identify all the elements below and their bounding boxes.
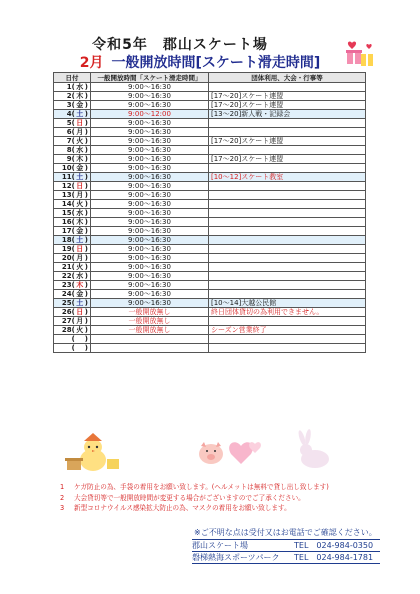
- date-cell: 3( 金 ): [54, 101, 91, 110]
- table-row: [54, 146, 366, 155]
- weekday-label: 土: [76, 173, 84, 181]
- note-item: [60, 493, 400, 504]
- table-row: [54, 245, 366, 254]
- table-row: [54, 182, 366, 191]
- open-hours-cell: 9:00～16:30: [91, 83, 209, 92]
- note-text: ケガ防止の為、手袋の着用をお願い致します。(ヘルメットは無料で貸し出し致します): [74, 483, 329, 491]
- date-cell: 23( 木 ): [54, 281, 91, 290]
- table-row: [54, 83, 366, 92]
- event-cell: [209, 209, 366, 218]
- table-row: [54, 137, 366, 146]
- event-cell: [209, 191, 366, 200]
- event-cell: [209, 281, 366, 290]
- date-cell: 2( 木 ): [54, 92, 91, 101]
- table-row: [54, 101, 366, 110]
- note-item: [60, 503, 400, 514]
- weekday-label: 金: [76, 101, 84, 109]
- day-number: 18: [61, 236, 72, 244]
- open-hours-cell: 9:00～16:30: [91, 218, 209, 227]
- event-cell: [209, 128, 366, 137]
- open-hours-cell: 9:00～16:30: [91, 164, 209, 173]
- open-hours-cell: 9:00～16:30: [91, 236, 209, 245]
- day-number: 23: [61, 281, 72, 289]
- open-hours-cell: 9:00～16:30: [91, 200, 209, 209]
- weekday-label: 火: [76, 326, 84, 334]
- day-number: 21: [61, 263, 72, 271]
- contact-block: [192, 527, 380, 564]
- open-hours-cell: 9:00～16:30: [91, 182, 209, 191]
- table-row: [54, 191, 366, 200]
- table-row: [54, 128, 366, 137]
- table-row: [54, 344, 366, 353]
- date-cell: ( ): [54, 344, 91, 353]
- date-cell: 22( 水 ): [54, 272, 91, 281]
- event-cell: シーズン営業終了: [209, 326, 366, 335]
- open-hours-cell: 9:00～16:30: [91, 101, 209, 110]
- day-number: 12: [61, 182, 72, 190]
- day-number: 2: [66, 92, 72, 100]
- day-number: 27: [61, 317, 72, 325]
- table-row: [54, 200, 366, 209]
- event-cell: [209, 200, 366, 209]
- table-row: [54, 209, 366, 218]
- date-cell: ( ): [54, 335, 91, 344]
- open-hours-cell: 9:00～16:30: [91, 227, 209, 236]
- open-hours-cell: 9:00～16:30: [91, 209, 209, 218]
- event-cell: [209, 254, 366, 263]
- page-title: 令和5年 郡山スケート場: [92, 37, 268, 53]
- date-cell: 15( 水 ): [54, 209, 91, 218]
- schedule-table: [53, 72, 366, 353]
- open-hours-cell: 9:00～16:30: [91, 263, 209, 272]
- weekday-label: 金: [76, 164, 84, 172]
- day-number: 24: [61, 290, 72, 298]
- table-row: [54, 335, 366, 344]
- day-number: 13: [61, 191, 72, 199]
- open-hours-cell: 9:00～16:30: [91, 137, 209, 146]
- event-cell: [209, 263, 366, 272]
- open-hours-cell: 9:00～16:30: [91, 119, 209, 128]
- day-number: 6: [66, 128, 72, 136]
- open-hours-cell: 一般開放無し: [91, 326, 209, 335]
- open-hours-cell: 9:00～16:30: [91, 155, 209, 164]
- weekday-label: 水: [76, 272, 84, 280]
- date-cell: 19( 日 ): [54, 245, 91, 254]
- event-cell: [209, 119, 366, 128]
- month-label: 2月: [79, 55, 104, 71]
- weekday-label: 月: [76, 191, 84, 199]
- table-header-row: [54, 73, 366, 83]
- weekday-label: 土: [76, 110, 84, 118]
- note-item: [60, 482, 400, 493]
- date-cell: 24( 金 ): [54, 290, 91, 299]
- event-cell: [209, 335, 366, 344]
- date-cell: 9( 木 ): [54, 155, 91, 164]
- open-hours-cell: 9:00～16:30: [91, 272, 209, 281]
- table-row: [54, 281, 366, 290]
- weekday-label: 木: [76, 281, 84, 289]
- day-number: 16: [61, 218, 72, 226]
- table-row: [54, 308, 366, 317]
- day-number: 3: [66, 101, 72, 109]
- date-cell: 18( 土 ): [54, 236, 91, 245]
- table-row: [54, 326, 366, 335]
- day-number: 10: [61, 164, 72, 172]
- day-number: 7: [66, 137, 72, 145]
- date-cell: 10( 金 ): [54, 164, 91, 173]
- table-row: [54, 299, 366, 308]
- date-cell: 1( 水 ): [54, 83, 91, 92]
- date-cell: 20( 月 ): [54, 254, 91, 263]
- open-hours-cell: 9:00～12:00: [91, 110, 209, 119]
- weekday-label: 火: [76, 263, 84, 271]
- weekday-label: 金: [76, 227, 84, 235]
- subtitle-text: 一般開放時間[スケート滑走時間]: [111, 55, 321, 71]
- contact-phone: TEL 024-984-1781: [294, 553, 374, 562]
- table-row: [54, 155, 366, 164]
- open-hours-cell: [91, 344, 209, 353]
- weekday-label: 日: [76, 182, 84, 190]
- event-cell: [209, 182, 366, 191]
- date-cell: 16( 木 ): [54, 218, 91, 227]
- note-text: 新型コロナウイルス感染拡大防止の為、マスクの着用をお願い致します。: [74, 504, 291, 512]
- open-hours-cell: 9:00～16:30: [91, 173, 209, 182]
- weekday-label: 木: [76, 218, 84, 226]
- open-hours-cell: 一般開放無し: [91, 308, 209, 317]
- contact-phone: TEL 024-984-0350: [294, 541, 374, 550]
- chick-illustration: [65, 433, 119, 471]
- day-number: 9: [66, 155, 72, 163]
- open-hours-cell: 一般開放無し: [91, 317, 209, 326]
- date-cell: 26( 日 ): [54, 308, 91, 317]
- open-hours-cell: 9:00～16:30: [91, 245, 209, 254]
- day-number: 4: [66, 110, 72, 118]
- event-cell: [209, 146, 366, 155]
- notes-section: [60, 482, 400, 514]
- event-cell: [209, 245, 366, 254]
- day-number: 17: [61, 227, 72, 235]
- event-cell: [17～20]スケート連盟: [209, 101, 366, 110]
- day-number: 15: [61, 209, 72, 217]
- weekday-label: 日: [76, 308, 84, 316]
- event-cell: [209, 164, 366, 173]
- weekday-label: 土: [76, 299, 84, 307]
- day-number: 28: [61, 326, 72, 334]
- note-number: 2: [60, 493, 65, 502]
- table-row: [54, 236, 366, 245]
- note-text: 大会貸切等で一般開放時間が変更する場合がございますのでご了承ください。: [74, 493, 305, 502]
- day-number: 1: [66, 83, 72, 91]
- event-cell: [209, 272, 366, 281]
- day-number: 5: [66, 119, 72, 127]
- date-cell: 17( 金 ): [54, 227, 91, 236]
- date-cell: 12( 日 ): [54, 182, 91, 191]
- hearts-illustration: [229, 442, 261, 464]
- date-cell: 6( 月 ): [54, 128, 91, 137]
- table-row: [54, 254, 366, 263]
- open-hours-cell: 9:00～16:30: [91, 92, 209, 101]
- weekday-label: 月: [76, 128, 84, 136]
- table-row: [54, 290, 366, 299]
- table-row: [54, 317, 366, 326]
- open-hours-cell: 9:00～16:30: [91, 281, 209, 290]
- weekday-label: 月: [76, 254, 84, 262]
- table-row: [54, 110, 366, 119]
- weekday-label: 水: [76, 209, 84, 217]
- event-cell: [209, 218, 366, 227]
- weekday-label: 金: [76, 290, 84, 298]
- table-row: [54, 272, 366, 281]
- day-number: 26: [61, 308, 72, 316]
- weekday-label: 水: [76, 83, 84, 91]
- event-cell: [10～14]大越公民館: [209, 299, 366, 308]
- date-cell: 5( 日 ): [54, 119, 91, 128]
- event-cell: [17～20]スケート連盟: [209, 137, 366, 146]
- open-hours-cell: [91, 335, 209, 344]
- event-cell: [209, 236, 366, 245]
- open-hours-cell: 9:00～16:30: [91, 254, 209, 263]
- contact-row: [192, 552, 380, 564]
- event-cell: [209, 290, 366, 299]
- event-cell: [209, 317, 366, 326]
- date-cell: 14( 火 ): [54, 200, 91, 209]
- contact-name: 磐梯熱海スポーツパーク: [192, 553, 280, 562]
- weekday-label: 土: [76, 236, 84, 244]
- table-row: [54, 173, 366, 182]
- pig-illustration: [199, 442, 223, 464]
- date-cell: 7( 火 ): [54, 137, 91, 146]
- open-hours-cell: 9:00～16:30: [91, 299, 209, 308]
- event-cell: [209, 83, 366, 92]
- date-cell: 21( 火 ): [54, 263, 91, 272]
- weekday-label: 日: [76, 245, 84, 253]
- date-cell: 28( 火 ): [54, 326, 91, 335]
- table-row: [54, 263, 366, 272]
- open-hours-cell: 9:00～16:30: [91, 146, 209, 155]
- note-number: 3: [60, 504, 65, 512]
- open-hours-cell: 9:00～16:30: [91, 128, 209, 137]
- date-cell: 25( 土 ): [54, 299, 91, 308]
- weekday-label: 火: [76, 200, 84, 208]
- date-cell: 13( 月 ): [54, 191, 91, 200]
- table-row: [54, 119, 366, 128]
- contact-lead: ※ご不明な点は受付又はお電話でご確認ください。: [194, 528, 377, 537]
- date-cell: 27( 月 ): [54, 317, 91, 326]
- header-date: 日付: [54, 73, 91, 83]
- weekday-label: 木: [76, 92, 84, 100]
- illustration-strip: [53, 426, 365, 476]
- table-row: [54, 164, 366, 173]
- gift-hearts-illustration: [343, 40, 377, 70]
- day-number: 14: [61, 200, 72, 208]
- day-number: 11: [61, 173, 72, 181]
- weekday-label: 木: [76, 155, 84, 163]
- event-cell: [17～20]スケート連盟: [209, 155, 366, 164]
- open-hours-cell: 9:00～16:30: [91, 191, 209, 200]
- day-number: 20: [61, 254, 72, 262]
- rabbit-illustration: [297, 429, 329, 468]
- event-cell: [13～20]新人戦・記録会: [209, 110, 366, 119]
- table-row: [54, 218, 366, 227]
- day-number: 25: [61, 299, 72, 307]
- date-cell: 8( 水 ): [54, 146, 91, 155]
- table-row: [54, 227, 366, 236]
- event-cell: [10～12]スケート教室: [209, 173, 366, 182]
- weekday-label: 水: [76, 146, 84, 154]
- contact-row: [192, 539, 380, 552]
- weekday-label: 火: [76, 137, 84, 145]
- day-number: 19: [61, 245, 72, 253]
- contact-name: 郡山スケート場: [192, 541, 248, 550]
- open-hours-cell: 9:00～16:30: [91, 290, 209, 299]
- event-cell: [209, 344, 366, 353]
- note-number: 1: [60, 483, 65, 491]
- weekday-label: 日: [76, 119, 84, 127]
- header-events: 団体利用、大会・行事等: [209, 73, 366, 83]
- weekday-label: 月: [76, 317, 84, 325]
- date-cell: 4( 土 ): [54, 110, 91, 119]
- page-subtitle: [40, 52, 360, 72]
- date-cell: 11( 土 ): [54, 173, 91, 182]
- event-cell: [17～20]スケート連盟: [209, 92, 366, 101]
- header-open-hours: 一般開放時間「スケート滑走時間」: [91, 73, 209, 83]
- day-number: 22: [61, 272, 72, 280]
- event-cell: 終日団体貸切の為利用できません。: [209, 308, 366, 317]
- event-cell: [209, 227, 366, 236]
- day-number: 8: [66, 146, 72, 154]
- table-row: [54, 92, 366, 101]
